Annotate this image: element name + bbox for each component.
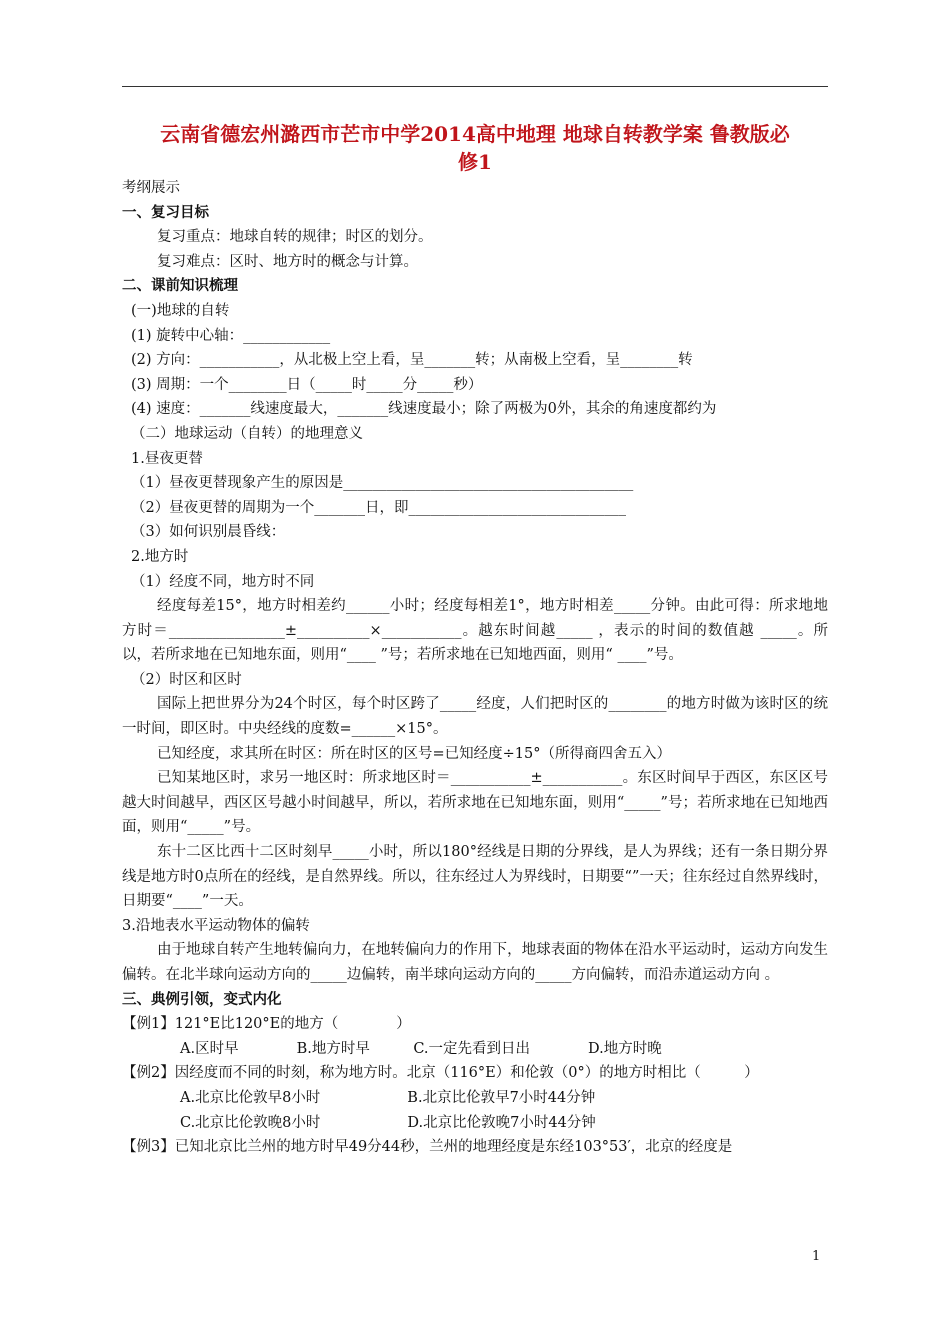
page-number: 1 xyxy=(812,1249,821,1264)
question: 【例1】121°E比120°E的地方（ ） xyxy=(122,1016,411,1033)
subheading: (一)地球的自转 xyxy=(131,302,230,319)
subheading: 3.沿地表水平运动物体的偏转 xyxy=(122,917,310,934)
heading-knowledge: 二、课前知识梳理 xyxy=(122,277,238,295)
text-line: 复习难点：区时、地方时的概念与计算。 xyxy=(157,253,418,270)
answer-options: A.区时早 B.地方时早 C.一定先看到日出 D.地方时晚 xyxy=(180,1040,662,1057)
text-line: (4) 速度：_______线速度最大，_______线速度最小；除了两极为0外，其余的角速度都约为 xyxy=(131,401,717,418)
paragraph: 国际上把世界分为24个时区，每个时区跨了_____经度，人们把时区的________的地方时做为该时区的统一时间，即区时。中央经线的度数=______×15°。 xyxy=(122,696,828,738)
question: 【例2】因经度而不同的时刻，称为地方时。北京（116°E）和伦敦（0°）的地方时相比（ ） xyxy=(122,1065,759,1082)
text-line: （2）昼夜更替的周期为一个_______日，即______________________________ xyxy=(131,499,626,516)
paragraph: 经度每差15°，地方时相差约______小时；经度每相差1°，地方时相差_____分钟。由此可得：所求地地方时＝________________±__________×___________。越东时间越_____ ，表示的时间的数值越 _____。所以，若所求地在已知地东面，则用“____ ”号；若所求地在已知地西面，则用“ ____”号。 xyxy=(122,598,828,664)
text-line: 已知经度，求其所在时区：所在时区的区号=已知经度÷15°（所得商四舍五入） xyxy=(157,745,671,762)
paragraph: 已知某地区时，求另一地区时：所求地区时＝___________±___________。东区时间早于西区，东区区号越大时间越早，西区区号越小时间越早，所以，若所求地在已知地东面，则用“_____”号；若所求地在已知地西面，则用“_____”号。 xyxy=(122,770,828,836)
document-body xyxy=(122,176,828,1160)
paragraph: 东十二区比西十二区时刻早_____小时，所以180°经线是日期的分界线，是人为界线；还有一条日期分界线是地方时0点所在的经线，是自然界线。所以，往东经过人为界线时，日期要“”一天；往东经过自然界线时，日期要“____”一天。 xyxy=(122,844,828,910)
title-line-2: 修1 xyxy=(458,150,492,174)
title-line-1: 云南省德宏州潞西市芒市中学2014高中地理 地球自转教学案 鲁教版必 xyxy=(160,122,790,146)
subheading: （二）地球运动（自转）的地理意义 xyxy=(131,425,363,442)
text-line: (1) 旋转中心轴：____________ xyxy=(131,327,331,344)
answer-options: A.北京比伦敦早8小时 B.北京比伦敦早7小时44分钟 xyxy=(180,1089,596,1106)
heading-examples: 三、典例引领，变式内化 xyxy=(122,990,282,1008)
heading-review-goals: 一、复习目标 xyxy=(122,203,209,221)
section-label: 考纲展示 xyxy=(122,180,180,196)
text-line: (2) 方向：___________，从北极上空上看，呈_______转；从南极上空看，呈________转 xyxy=(131,352,693,369)
text-line: （2）时区和区时 xyxy=(131,671,242,688)
text-line: 复习重点：地球自转的规律；时区的划分。 xyxy=(157,229,433,246)
text-line: （3）如何识别晨昏线： xyxy=(131,524,286,541)
text-line: （1）昼夜更替现象产生的原因是________________________________________ xyxy=(131,475,634,492)
text-line: （1）经度不同，地方时不同 xyxy=(131,573,315,590)
paragraph: 由于地球自转产生地转偏向力，在地转偏向力的作用下，地球表面的物体在沿水平运动时，运动方向发生偏转。在北半球向运动方向的_____边偏转，南半球向运动方向的_____方向偏转，而沿赤道运动方向 。 xyxy=(122,942,828,983)
subheading: 2.地方时 xyxy=(131,548,189,565)
text-line: (3) 周期：一个________日（_____时_____分_____秒） xyxy=(131,376,483,393)
question: 【例3】已知北京比兰州的地方时早49分44秒，兰州的地理经度是东经103°53′，北京的经度是 xyxy=(122,1139,733,1156)
header-rule xyxy=(122,86,828,87)
document-title xyxy=(122,120,828,176)
subheading: 1.昼夜更替 xyxy=(131,450,203,467)
answer-options: C.北京比伦敦晚8小时 D.北京比伦敦晚7小时44分钟 xyxy=(180,1114,596,1131)
